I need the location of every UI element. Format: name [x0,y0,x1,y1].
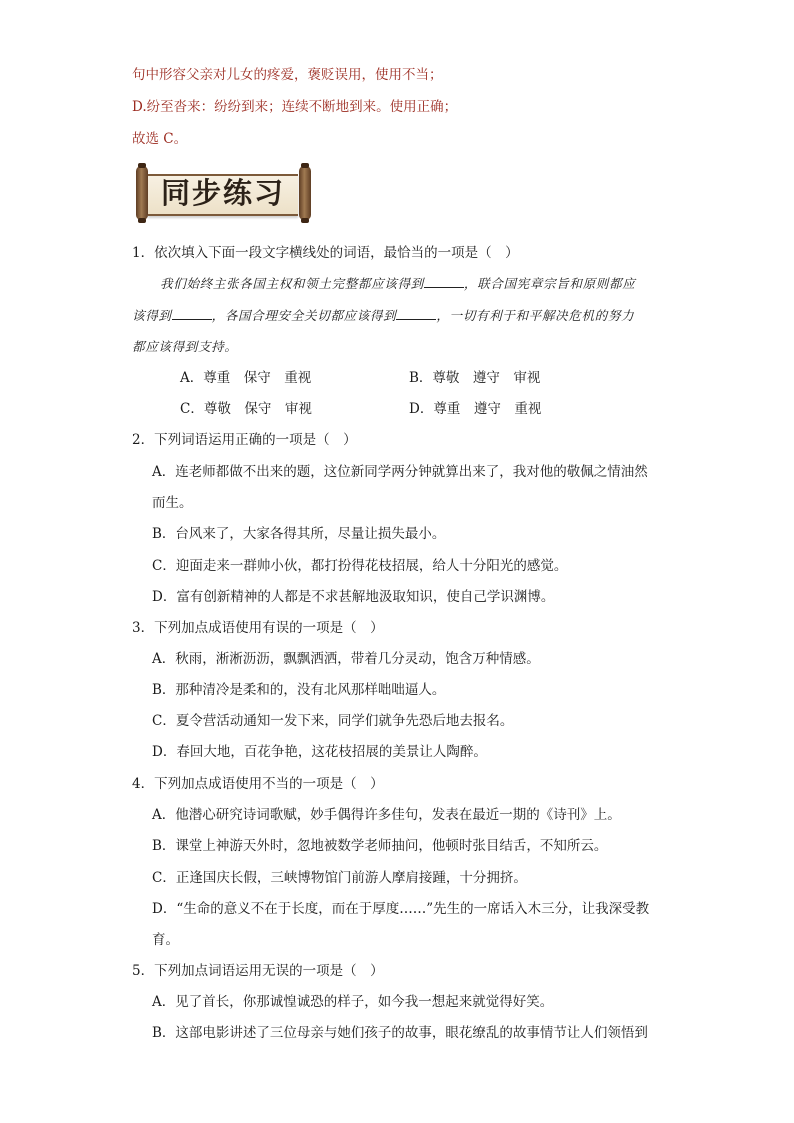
q4-option-d-cont: 育。 [152,932,179,948]
scroll-roll-right [299,166,311,220]
blank-2 [172,307,212,320]
q3-option-a[interactable]: A．秋雨，淅淅沥沥，飘飘洒洒，带着几分灵动，饱含万种情感。 [152,651,540,667]
note-line-1: 句中形容父亲对儿女的疼爱，褒贬误用，使用不当； [132,67,443,83]
scroll-roll-left [136,166,148,220]
q3-option-c[interactable]: C．夏令营活动通知一发下来，同学们就争先恐后地去报名。 [152,713,514,729]
q1-option-b[interactable]: B．尊敬 遵守 审视 [409,370,541,386]
q2-option-d[interactable]: D．富有创新精神的人都是不求甚解地汲取知识，使自己学识渊博。 [152,589,555,605]
section-banner [132,166,320,222]
q2-option-c[interactable]: C．迎面走来一群帅小伙，都打扮得花枝招展，给人十分阳光的感觉。 [152,558,568,574]
q1-stem: 1．依次填入下面一段文字横线处的词语，最恰当的一项是（ ） [132,245,519,261]
blank-3 [396,307,436,320]
q2-option-a[interactable]: A．连老师都做不出来的题，这位新同学两分钟就算出来了，我对他的敬佩之情油然 [152,464,648,480]
q3-option-b[interactable]: B．那种清冷是柔和的，没有北风那样咄咄逼人。 [152,682,446,698]
q1-option-d[interactable]: D．尊重 遵守 重视 [409,401,542,417]
q1-passage-text: 我们始终主张各国主权和领土完整都应该得到 [160,276,424,291]
q4-option-d[interactable]: D．“生命的意义不在于长度，而在于厚度……”先生的一席话入木三分，让我深受教 [152,901,650,917]
banner-title: 同步练习 [160,176,285,210]
q2-option-a-cont: 而生。 [152,495,193,511]
q1-option-a[interactable]: A．尊重 保守 重视 [180,370,312,386]
q1-passage-line-3: 都应该得到支持。 [132,339,238,354]
q5-option-a[interactable]: A．见了首长，你那诚惶诚恐的样子，如今我一想起来就觉得好笑。 [152,994,554,1010]
q3-option-d[interactable]: D．春回大地，百花争艳，这花枝招展的美景让人陶醉。 [152,744,487,760]
q5-stem: 5．下列加点词语运用无误的一项是（ ） [132,963,384,979]
q2-stem: 2．下列词语运用正确的一项是（ ） [132,432,357,448]
q4-option-c[interactable]: C．正逢国庆长假，三峡博物馆门前游人摩肩接踵，十分拥挤。 [152,870,527,886]
blank-1 [424,275,464,288]
q1-passage-text: 该得到 [132,308,172,323]
q1-passage-text: ，联合国宪章宗旨和原则都应 [463,276,636,291]
note-line-3: 故选 C。 [132,131,188,147]
q1-passage-line-2 [132,306,634,326]
q1-option-c[interactable]: C．尊敬 保守 审视 [180,401,312,417]
q4-option-a[interactable]: A．他潜心研究诗词歌赋，妙手偶得许多佳句，发表在最近一期的《诗刊》上。 [152,807,621,823]
q1-passage-text: ，一切有利于和平解决危机的努力 [436,308,635,323]
q1-passage-line-1 [160,274,635,294]
q1-passage-text: ，各国合理安全关切都应该得到 [211,308,397,323]
q5-option-b[interactable]: B．这部电影讲述了三位母亲与她们孩子的故事，眼花缭乱的故事情节让人们领悟到 [152,1025,648,1041]
q4-stem: 4．下列加点成语使用不当的一项是（ ） [132,776,384,792]
note-line-2: D.纷至沓来：纷纷到来；连续不断地到来。使用正确； [132,99,458,115]
q2-option-b[interactable]: B．台风来了，大家各得其所，尽量让损失最小。 [152,526,446,542]
q3-stem: 3．下列加点成语使用有误的一项是（ ） [132,620,384,636]
q4-option-b[interactable]: B．课堂上神游天外时，忽地被数学老师抽问，他顿时张目结舌，不知所云。 [152,838,608,854]
